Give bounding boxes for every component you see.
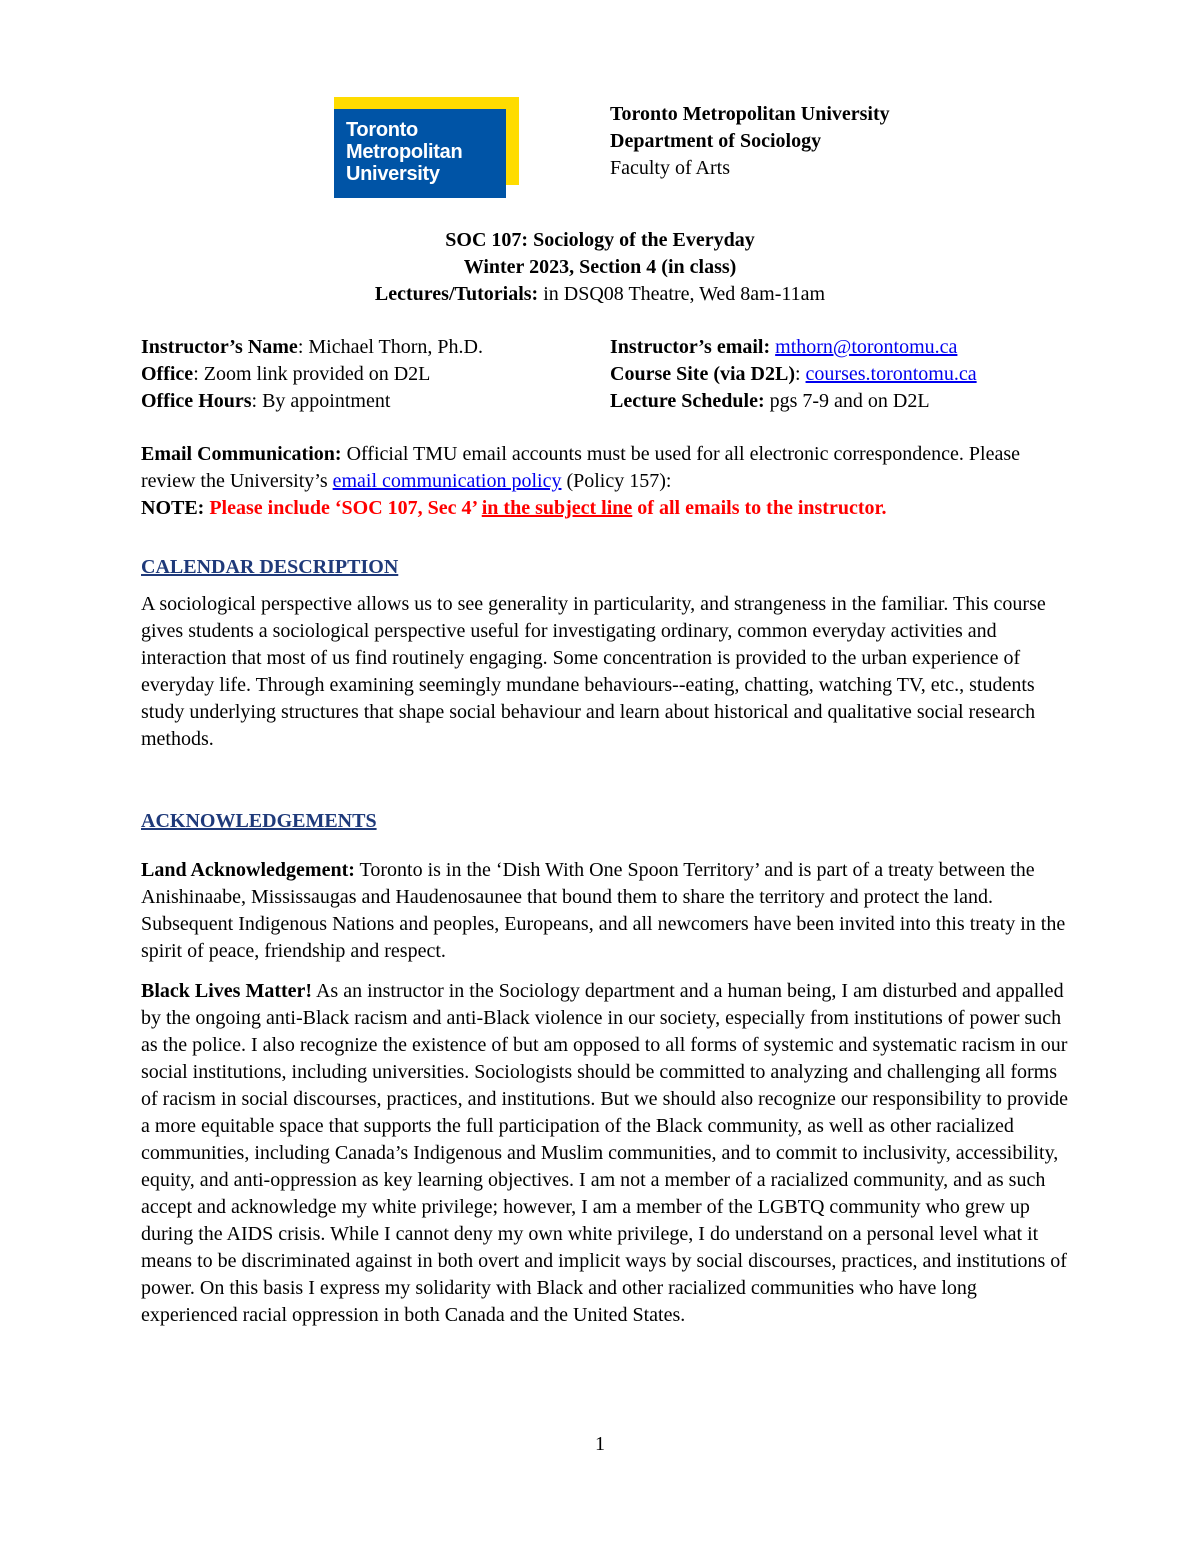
office-hours-row — [141, 388, 483, 415]
email-communication — [141, 441, 1071, 522]
instructor-email-row — [610, 334, 977, 361]
course-site-row — [610, 361, 977, 388]
email-policy-link[interactable]: email communication policy — [332, 470, 562, 492]
email-comm-label: Email Communication: — [141, 443, 342, 465]
office-label: Office — [141, 363, 194, 385]
instructor-name-value: : Michael Thorn, Ph.D. — [297, 336, 483, 358]
note-red-2: of all emails to the instructor. — [632, 497, 887, 519]
lectures-value: in DSQ08 Theatre, Wed 8am-11am — [538, 283, 826, 305]
institution-block — [610, 101, 890, 182]
note-label: NOTE: — [141, 497, 205, 519]
blm-text: As an instructor in the Sociology department and a human being, I am disturbed and appalled by the ongoing anti-Black racism and anti-Black violence in our society, especially from institutions of power such as the police. I also recognize the existence of but am opposed to all forms of systemic and systematic racism in our social institutions, including universities. Sociologists should be committed to analyzing and challenging all forms of racism in social discourses, practices, and institutions. But we should also recognize our responsibility to provide a more equitable space that supports the full participation of the Black community, as well as other racialized communities, including Canada’s Indigenous and Muslim communities, and to commit to inclusivity, accessibility, equity, and anti-oppression as key learning objectives. I am not a member of a racialized community, and as such accept and acknowledge my white privilege; however, I am a member of the LGBTQ community who grew up during the AIDS crisis. While I cannot deny my own white privilege, I do understand on a personal level what it means to be discriminated against in both overt and implicit ways by social discourses, practices, and institutions of power. On this basis I express my solidarity with Black and other racialized communities who have long experienced racial oppression in both Canada and the United States. — [141, 980, 1069, 1326]
instructor-name-row — [141, 334, 483, 361]
faculty-name: Faculty of Arts — [610, 157, 730, 179]
department-name: Department of Sociology — [610, 130, 822, 152]
course-lectures — [0, 281, 1200, 308]
lecture-schedule-row — [610, 388, 977, 415]
course-site-sep: : — [794, 363, 806, 385]
black-lives-matter — [141, 978, 1071, 1329]
office-hours-value: : By appointment — [251, 390, 391, 412]
university-logo — [334, 97, 519, 198]
course-header — [0, 227, 1200, 308]
instructor-email-label: Instructor’s email: — [610, 336, 776, 358]
logo-wordmark — [346, 119, 462, 185]
course-title: SOC 107: Sociology of the Everyday — [445, 229, 755, 251]
land-label: Land Acknowledgement: — [141, 859, 355, 881]
instructor-info-left — [141, 334, 483, 415]
institution-name: Toronto Metropolitan University — [610, 103, 890, 125]
course-site-link[interactable]: courses.torontomu.ca — [805, 363, 977, 385]
calendar-description: A sociological perspective allows us to see generality in particularity, and strangeness in the familiar. This course gives students a sociological perspective useful for investigating ordinary, common everyday activities and interaction that most of us find routinely engaging. Some concentration is provided to the urban experience of everyday life. Through examining seemingly mundane behaviours--eating, chatting, watching TV, etc., students study underlying structures that shape social behaviour and learn about historical and qualitative social research methods. — [141, 593, 1046, 750]
acknowledgements-heading: ACKNOWLEDGEMENTS — [141, 810, 377, 832]
instructor-email-link[interactable]: mthorn@torontomu.ca — [775, 336, 958, 358]
email-policy-text — [141, 441, 1071, 495]
note-red-1: Please include ‘SOC 107, Sec 4’ — [204, 497, 482, 519]
land-acknowledgement — [141, 857, 1071, 965]
logo-line-1: Toronto — [346, 119, 418, 141]
lecture-schedule-value: pgs 7-9 and on D2L — [764, 390, 930, 412]
blm-label: Black Lives Matter! — [141, 980, 313, 1002]
land-text: Toronto is in the ‘Dish With One Spoon Territory’ and is part of a treaty between the Anishinaabe, Mississaugas and Haudenosaunee that bound them to share the territory and protect the land. Subsequent Indigenous Nations and peoples, Europeans, and all newcomers have been invited into this treaty in the spirit of peace, friendship and respect. — [141, 859, 1066, 962]
office-row — [141, 361, 483, 388]
note-red-underlined: in the subject line — [481, 497, 633, 519]
instructor-name-label: Instructor’s Name — [141, 336, 298, 358]
email-comm-text-1: Official TMU email accounts must be used for all electronic correspondence. Please review the University’s — [141, 443, 1021, 492]
calendar-heading: CALENDAR DESCRIPTION — [141, 556, 399, 578]
office-hours-label: Office Hours — [141, 390, 252, 412]
logo-line-3: University — [346, 163, 440, 185]
lectures-label: Lectures/Tutorials: — [374, 283, 539, 305]
instructor-info-right — [610, 334, 977, 415]
course-site-label: Course Site (via D2L) — [610, 363, 795, 385]
course-term: Winter 2023, Section 4 (in class) — [463, 256, 737, 278]
page-number: 1 — [595, 1433, 605, 1455]
email-note — [141, 495, 1071, 522]
office-value: : Zoom link provided on D2L — [193, 363, 431, 385]
lecture-schedule-label: Lecture Schedule: — [610, 390, 765, 412]
logo-line-2: Metropolitan — [346, 141, 463, 163]
email-comm-text-2: (Policy 157): — [561, 470, 672, 492]
